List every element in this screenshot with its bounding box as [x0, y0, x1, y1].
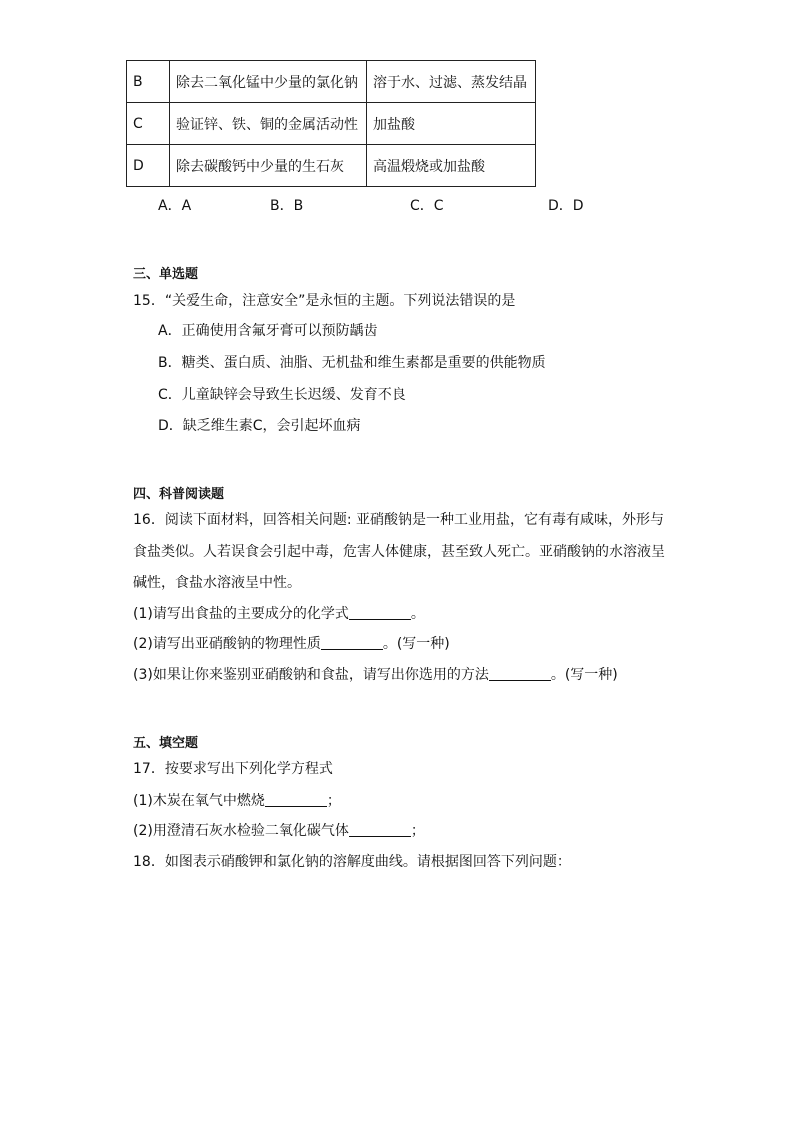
q16-sub-2-end: 。(写一种) — [382, 636, 450, 652]
options-table — [126, 60, 536, 187]
option-method: 加盐酸 — [367, 103, 536, 145]
answer-blank[interactable] — [321, 635, 383, 650]
choice-c[interactable]: C．C — [410, 198, 444, 214]
q17-sub-2 — [133, 820, 425, 840]
q16-stem-line-1: 16．阅读下面材料，回答相关问题: 亚硝酸钠是一种工业用盐，它有毒有咸味，外形与 — [133, 512, 664, 528]
q16-sub-2 — [133, 633, 450, 653]
q15-option-b[interactable]: B．糖类、蛋白质、油脂、无机盐和维生素都是重要的供能物质 — [158, 355, 546, 371]
section-heading-single-choice: 三、单选题 — [133, 267, 199, 282]
q17-sub-1-text: (1)木炭在氧气中燃烧 — [133, 793, 265, 809]
section-heading-fill-blank: 五、填空题 — [133, 736, 199, 751]
option-letter: B — [127, 61, 170, 103]
q17-sub-1-end: ； — [326, 793, 341, 809]
q17-sub-2-end: ； — [410, 823, 425, 839]
answer-blank[interactable] — [349, 822, 411, 837]
answer-blank[interactable] — [349, 605, 411, 620]
option-letter: D — [127, 145, 170, 187]
q16-sub-3-text: (3)如果让你来鉴别亚硝酸钠和食盐，请写出你选用的方法 — [133, 667, 489, 683]
q15-stem: 15．“关爱生命，注意安全”是永恒的主题。下列说法错误的是 — [133, 293, 516, 309]
option-letter: C — [127, 103, 170, 145]
q16-stem-line-3: 碱性，食盐水溶液呈中性。 — [133, 575, 301, 591]
q16-sub-2-text: (2)请写出亚硝酸钠的物理性质 — [133, 636, 321, 652]
q16-sub-1-end: 。 — [410, 606, 425, 622]
q16-sub-3 — [133, 664, 618, 684]
option-purpose: 除去碳酸钙中少量的生石灰 — [170, 145, 367, 187]
q15-option-a[interactable]: A．正确使用含氟牙膏可以预防龋齿 — [158, 323, 378, 339]
q16-stem-line-2: 食盐类似。人若误食会引起中毒，危害人体健康，甚至致人死亡。亚硝酸钠的水溶液呈 — [133, 544, 665, 560]
q15-option-c[interactable]: C．儿童缺锌会导致生长迟缓、发育不良 — [158, 387, 406, 403]
choice-a[interactable]: A．A — [158, 198, 192, 214]
q17-sub-1 — [133, 790, 341, 810]
q15-option-d[interactable]: D．缺乏维生素C，会引起坏血病 — [158, 418, 361, 434]
q17-stem: 17．按要求写出下列化学方程式 — [133, 761, 333, 777]
q14-choices — [0, 195, 794, 215]
section-heading-reading: 四、科普阅读题 — [133, 487, 225, 502]
option-method: 溶于水、过滤、蒸发结晶 — [367, 61, 536, 103]
q17-sub-2-text: (2)用澄清石灰水检验二氧化碳气体 — [133, 823, 349, 839]
choice-d[interactable]: D．D — [548, 198, 584, 214]
q16-sub-1-text: (1)请写出食盐的主要成分的化学式 — [133, 606, 349, 622]
option-purpose: 除去二氧化锰中少量的氯化钠 — [170, 61, 367, 103]
table-row — [127, 61, 536, 103]
option-method: 高温煅烧或加盐酸 — [367, 145, 536, 187]
q16-sub-1 — [133, 603, 425, 623]
q18-stem: 18．如图表示硝酸钾和氯化钠的溶解度曲线。请根据图回答下列问题： — [133, 854, 571, 870]
q16-sub-3-end: 。(写一种) — [550, 667, 618, 683]
answer-blank[interactable] — [265, 792, 327, 807]
table-row — [127, 103, 536, 145]
option-purpose: 验证锌、铁、铜的金属活动性 — [170, 103, 367, 145]
answer-blank[interactable] — [489, 666, 551, 681]
table-row — [127, 145, 536, 187]
choice-b[interactable]: B．B — [270, 198, 304, 214]
